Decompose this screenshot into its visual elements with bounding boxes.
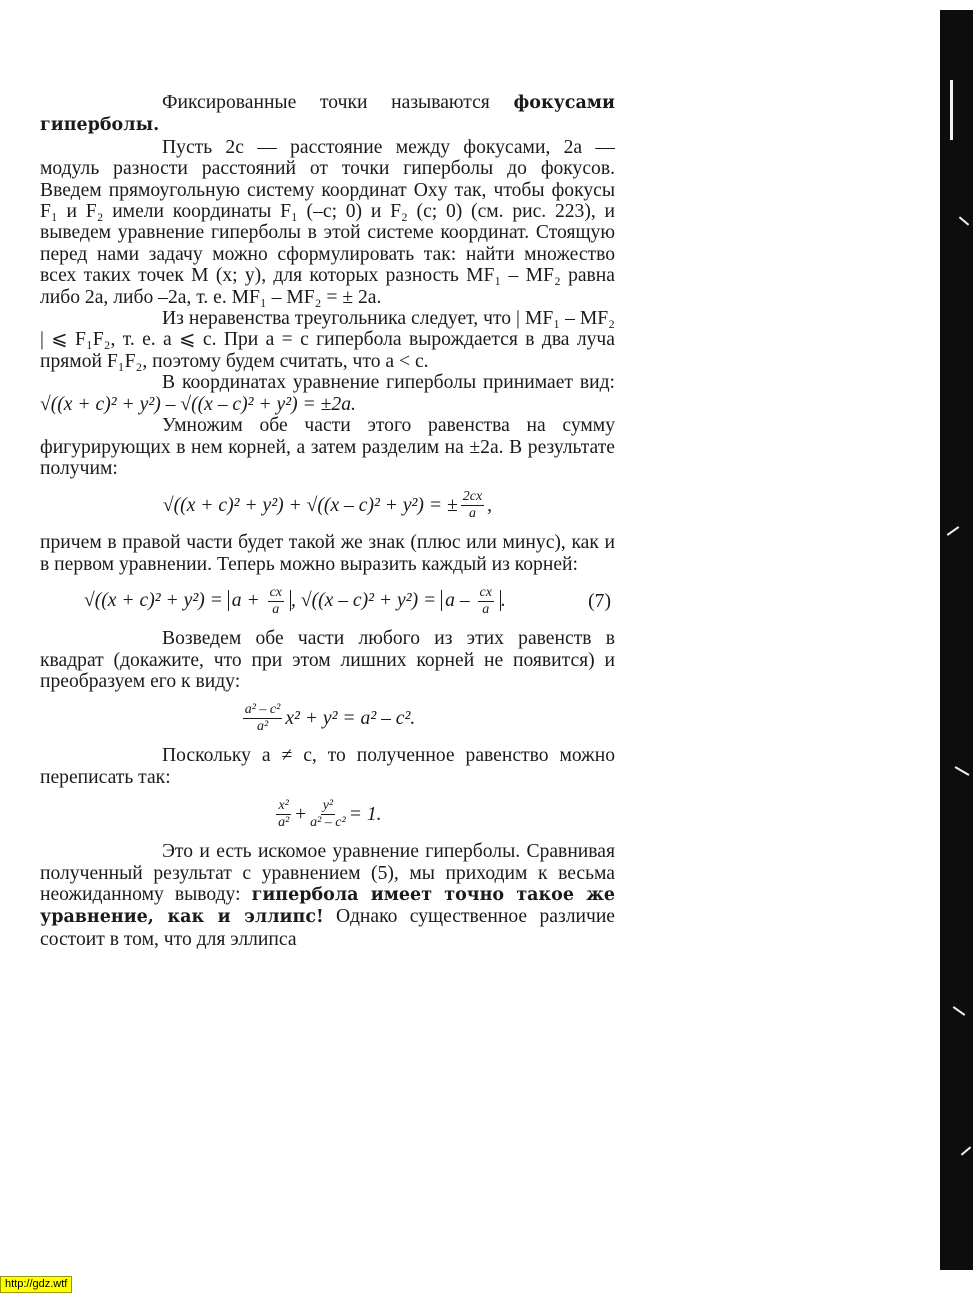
formula-lhs: √((x + c)² + y²) + √((x – c)² + y²) = ± (162, 495, 458, 517)
paragraph-coordinates (40, 372, 615, 415)
paragraph-setup: Пусть 2c — расстояние между фокусами, 2a — модуль разности расстояний от точки гиперболы до фокусов. Введем прямоугольную систему координат Oxy так, чтобы фокусы F₁ и F₂ имели координаты F₁ (–c; 0) и F₂ (c; 0) (см. рис. 223), и выведем уравнение гиперболы в этой системе координат. Стоящую перед нами задачу можно сформулировать так: найти множество всех таких точек M (x; y), для которых разность MF₁ – MF₂ равна либо 2a, либо –2a, т. е. MF₁ – MF₂ = ± 2a. (40, 136, 615, 308)
denominator: a² – c² (310, 815, 346, 831)
formula-part: x² + y² = a² – c². (285, 708, 416, 730)
inline-formula: √((x + c)² + y²) – √((x – c)² + y²) = ±2a. (40, 393, 356, 415)
paragraph-sign: причем в правой части будет такой же знак (плюс или минус), как и в первом уравнении. Теперь можно выразить каждый из корней: (40, 532, 615, 575)
formula-sum-roots (40, 489, 615, 522)
scan-edge-shadow (940, 10, 973, 1270)
fraction (276, 798, 290, 831)
formula-part: a + (231, 590, 265, 612)
numerator: cx (479, 585, 492, 601)
paragraph-foci (40, 92, 615, 137)
absolute-value (441, 585, 501, 618)
fraction (461, 489, 484, 522)
page-text (40, 92, 615, 950)
fraction (310, 798, 346, 831)
formula-part: a – (445, 590, 475, 612)
watermark-link[interactable]: http://gdz.wtf (0, 1276, 72, 1293)
formula-part: , √((x – c)² + y²) = (291, 590, 442, 612)
paragraph-square: Возведем обе части любого из этих равенств в квадрат (докажите, что при этом лишних корней не появится) и преобразуем его к виду: (40, 628, 615, 692)
fraction (268, 585, 284, 618)
denominator: a (468, 506, 476, 522)
denominator: a (272, 602, 280, 618)
formula-part: . (500, 590, 506, 612)
denominator: a (482, 602, 490, 618)
text-run: Однако существенное различие состоит в том, что для эллипса (40, 906, 615, 950)
denominator: a² (278, 815, 290, 831)
formula-quadratic (40, 702, 615, 735)
numerator: y² (322, 798, 334, 814)
formula-part: √((x + c)² + y²) = (84, 590, 228, 612)
equation-number: (7) (588, 590, 611, 612)
fraction (243, 702, 283, 735)
formula-7 (40, 585, 615, 618)
text-run: В координатах уравнение гиперболы принимает вид: (162, 372, 615, 394)
paragraph-conclusion (40, 841, 615, 950)
text-run: Это и есть искомое уравнение гиперболы. Сравнивая полученный результат с уравнением (5), мы приходим к весьма неожиданному выводу: (40, 841, 615, 905)
formula-part: = 1. (348, 803, 382, 825)
formula-canonical (40, 798, 615, 831)
fraction (478, 585, 494, 618)
paragraph-triangle: Из неравенства треугольника следует, что | MF₁ – MF₂ | ⩽ F₁F₂, т. е. a ⩽ c. При a = c гипербола вырождается в два луча прямой F₁F₂, поэтому будем считать, что a < c. (40, 308, 615, 372)
numerator: 2cx (462, 489, 483, 505)
paragraph-multiply: Умножим обе части этого равенства на сумму фигурирующих в нем корней, а затем разделим на ±2a. В результате получим: (40, 415, 615, 479)
numerator: a² – c² (244, 702, 281, 718)
denominator: a² (256, 719, 269, 735)
key-statement: гипербола имеет точно такое же уравнение, как и эллипс! (40, 884, 615, 928)
numerator: cx (269, 585, 283, 601)
numerator: x² (278, 798, 289, 814)
absolute-value (228, 585, 291, 618)
formula-7-body (84, 585, 506, 618)
text-run: Фиксированные точки называются (162, 92, 514, 113)
formula-tail: , (487, 495, 493, 517)
term-foci: фокусами гиперболы. (40, 93, 615, 136)
paragraph-rewrite: Поскольку a ≠ c, то полученное равенство можно переписать так: (40, 745, 615, 788)
formula-part: + (293, 803, 308, 825)
